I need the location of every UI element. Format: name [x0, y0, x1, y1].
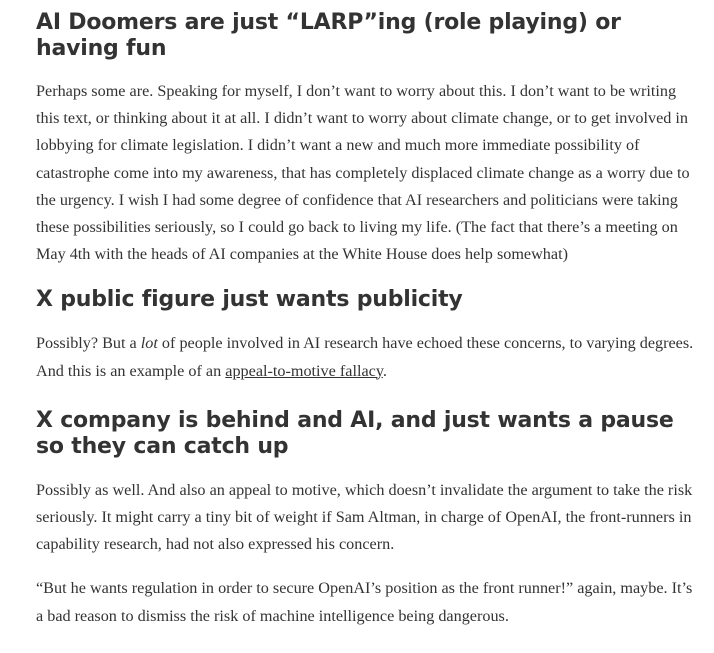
- paragraph-larp: Perhaps some are. Speaking for myself, I don’t want to worry about this. I don’t want to be writing this text, or thinking about it at all. I didn’t want to worry about climate change, or to get involved in lobbying for climate legislation. I didn’t want a new and much more immediate possibility of catastrophe come into my awareness, that has completely displaced climate change as a worry due to the urgency. I wish I had some degree of confidence that AI researchers and politicians were taking these possibilities seriously, so I could go back to living my life. (The fact that there’s a meeting on May 4th with the heads of AI companies at the White House does help somewhat): [36, 82, 690, 264]
- emphasis-text: lot: [140, 334, 158, 353]
- paragraph-text: Possibly? But a: [36, 334, 141, 353]
- appeal-to-motive-fallacy-link[interactable]: appeal-to-motive fallacy: [225, 361, 383, 380]
- paragraph-pause: Possibly as well. And also an appeal to motive, which doesn’t invalidate the argument to take the risk seriously. It might carry a tiny bit of weight if Sam Altman, in charge of OpenAI, the front-runners in capability research, had not also expressed his concern.: [36, 480, 693, 554]
- section-heading-publicity: X public figure just wants publicity: [36, 287, 463, 313]
- article-body: [36, 0, 700, 630]
- section-heading-larp: AI Doomers are just “LARP”ing (role playing) or having fun: [36, 10, 621, 61]
- paragraph-regulation: “But he wants regulation in order to secure OpenAI’s position as the front runner!” again, maybe. It’s a bad reason to dismiss the risk of machine intelligence being dangerous.: [36, 579, 693, 625]
- paragraph-text: .: [382, 361, 387, 380]
- paragraph-text: of people involved in AI research have echoed these concerns, to varying degrees. And this is an example of an: [36, 334, 694, 380]
- section-heading-pause: X company is behind and AI, and just wants a pause so they can catch up: [36, 407, 674, 459]
- paragraph-publicity: [36, 330, 700, 384]
